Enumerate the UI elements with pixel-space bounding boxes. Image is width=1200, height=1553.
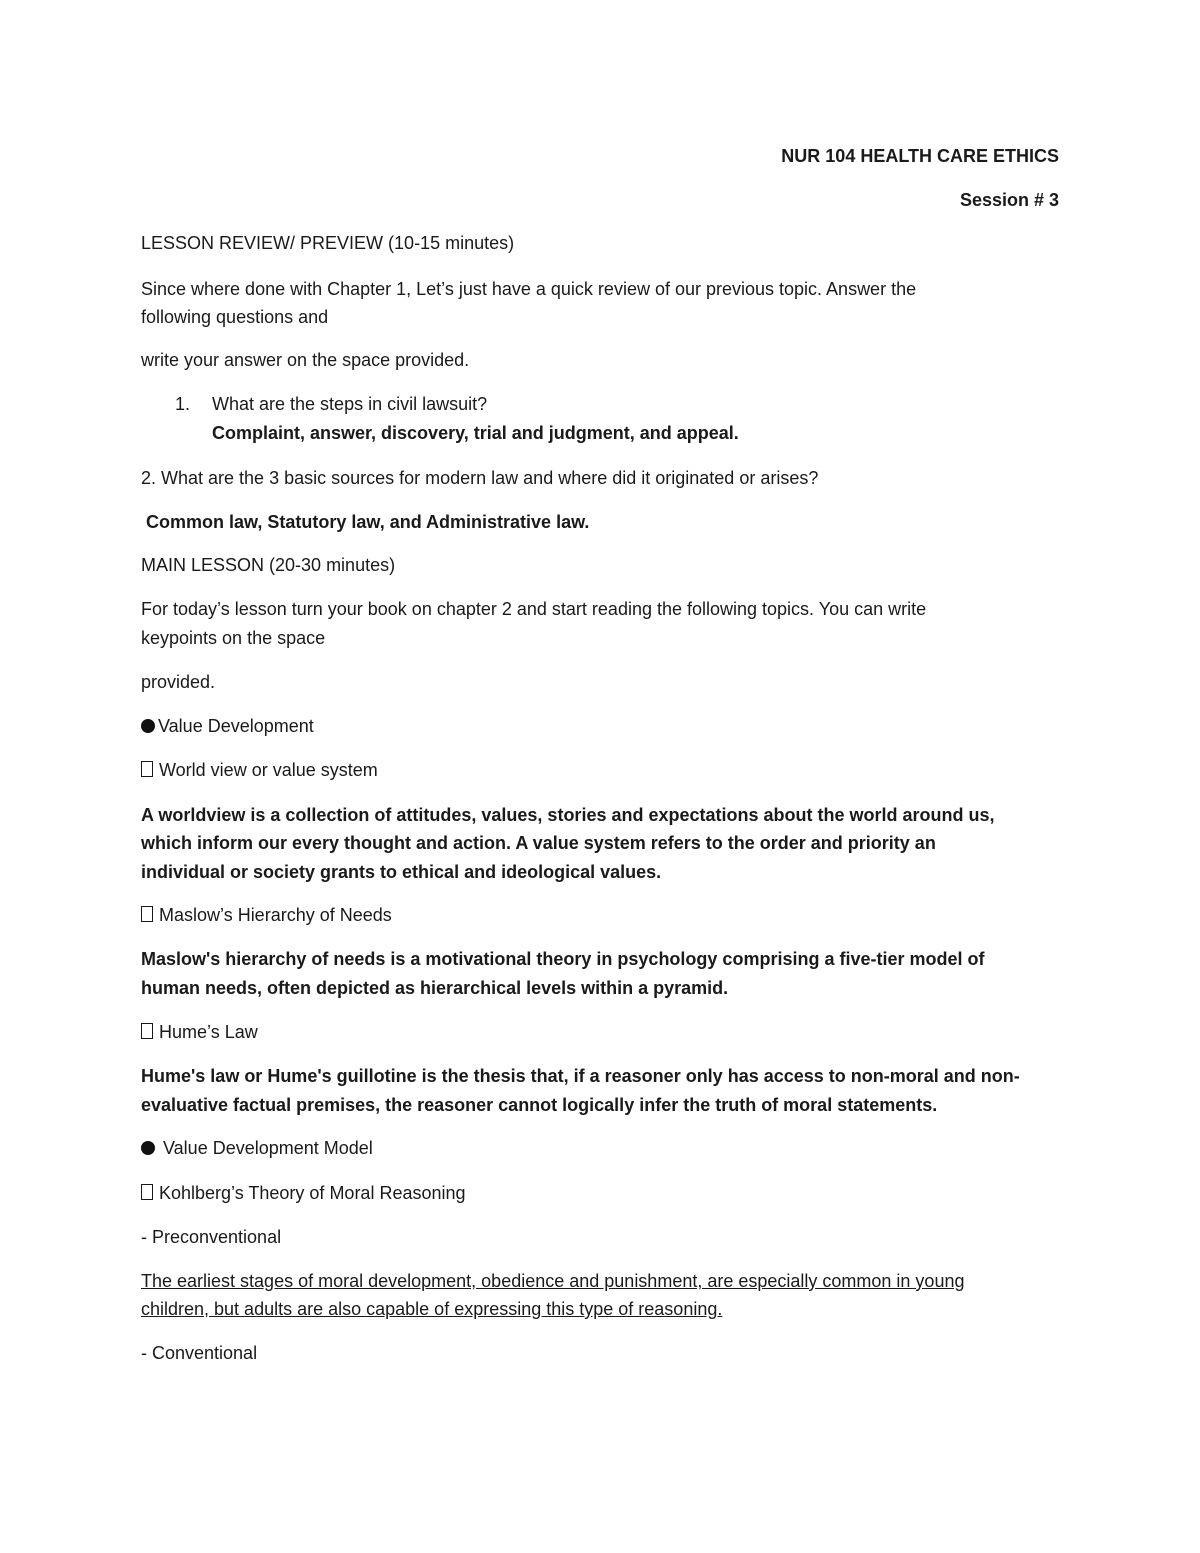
bullet-dot-icon xyxy=(141,719,155,733)
topic-value-development xyxy=(141,712,314,740)
maslow-text-line-2: human needs, often depicted as hierarchical levels within a pyramid. xyxy=(141,978,729,998)
hume-item xyxy=(141,1018,258,1046)
review-intro-line-1: Since where done with Chapter 1, Let’s just have a quick review of our previous topic. Answer the xyxy=(141,279,917,299)
hume-text-line-1: Hume's law or Hume's guillotine is the thesis that, if a reasoner only has access to non-moral and non- xyxy=(141,1066,1020,1086)
bullet-dot-icon xyxy=(141,1141,155,1155)
question-1-answer: Complaint, answer, discovery, trial and judgment, and appeal. xyxy=(212,423,739,443)
hume-text-line-2: evaluative factual premises, the reasoner cannot logically infer the truth of moral statements. xyxy=(141,1095,938,1115)
maslow-item xyxy=(141,901,392,929)
missing-glyph-box-icon xyxy=(141,1184,153,1200)
worldview-label: World view or value system xyxy=(159,760,378,780)
worldview-text-line-1: A worldview is a collection of attitudes, values, stories and expectations about the world around us, xyxy=(141,805,995,825)
kohlberg-label: Kohlberg’s Theory of Moral Reasoning xyxy=(159,1183,466,1203)
worldview-text-line-3: individual or society grants to ethical and ideological values. xyxy=(141,862,662,882)
question-2-text: 2. What are the 3 basic sources for modern law and where did it originated or arises? xyxy=(141,468,819,488)
review-heading: LESSON REVIEW/ PREVIEW (10-15 minutes) xyxy=(141,233,515,253)
course-title: NUR 104 HEALTH CARE ETHICS xyxy=(781,146,1059,166)
review-intro-line-3: write your answer on the space provided. xyxy=(141,350,470,370)
question-1-text: What are the steps in civil lawsuit? xyxy=(212,394,488,414)
maslow-text-line-1: Maslow's hierarchy of needs is a motivational theory in psychology comprising a five-tier model of xyxy=(141,949,985,969)
kohlberg-item xyxy=(141,1179,466,1207)
conventional-label: - Conventional xyxy=(141,1343,258,1363)
topic-value-development-model xyxy=(141,1134,373,1162)
topic-value-development-label: Value Development xyxy=(158,716,314,736)
worldview-text-line-2: which inform our every thought and action. A value system refers to the order and priority an xyxy=(141,833,936,853)
session-number: Session # 3 xyxy=(959,190,1059,210)
question-1-number: 1. xyxy=(175,394,191,414)
review-intro-line-2: following questions and xyxy=(141,307,329,327)
main-heading: MAIN LESSON (20-30 minutes) xyxy=(141,555,396,575)
preconventional-text-line-1: The earliest stages of moral development, obedience and punishment, are especially common in young xyxy=(141,1271,965,1291)
topic-value-development-model-label: Value Development Model xyxy=(163,1138,373,1158)
missing-glyph-box-icon xyxy=(141,761,153,777)
preconventional-text-line-2: children, but adults are also capable of expressing this type of reasoning. xyxy=(141,1299,723,1319)
worldview-item xyxy=(141,756,378,784)
hume-label: Hume’s Law xyxy=(159,1022,258,1042)
missing-glyph-box-icon xyxy=(141,906,153,922)
preconventional-label: - Preconventional xyxy=(141,1227,282,1247)
main-intro-line-2: keypoints on the space xyxy=(141,628,326,648)
main-intro-line-3: provided. xyxy=(141,672,216,692)
main-intro-line-1: For today’s lesson turn your book on chapter 2 and start reading the following topics. You can write xyxy=(141,599,927,619)
missing-glyph-box-icon xyxy=(141,1023,153,1039)
maslow-label: Maslow’s Hierarchy of Needs xyxy=(159,905,392,925)
question-2-answer: Common law, Statutory law, and Administrative law. xyxy=(146,512,590,532)
